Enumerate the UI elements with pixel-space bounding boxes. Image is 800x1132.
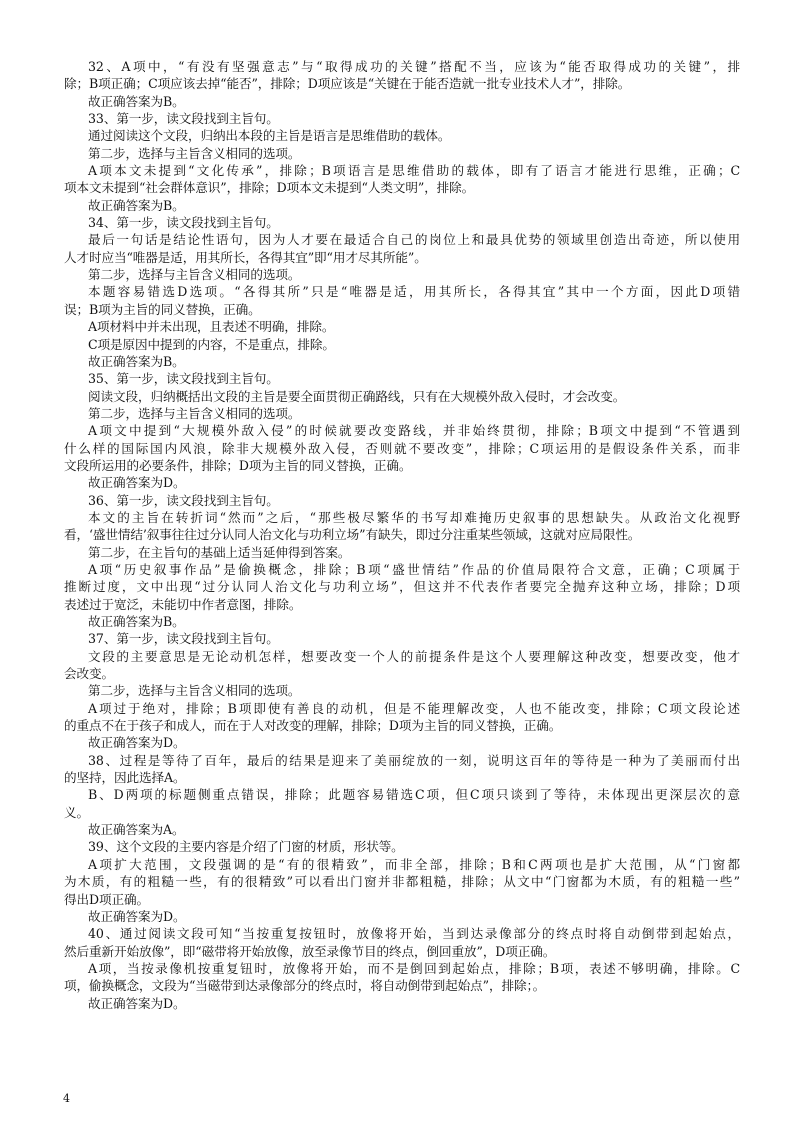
text-line: 文段的主要意思是无论动机怎样，想要改变一个人的前提条件是这个人要理解这种改变，想要改变，他才 [88, 648, 740, 664]
text-line: 故正确答案为B。 [88, 197, 185, 213]
text-line: 会改变。 [64, 666, 114, 682]
text-line: 故正确答案为A。 [88, 822, 185, 838]
text-line: 推断过度，文中出现“过分认同人治文化与功利立场”，但这并不代表作者要完全抛弃这种立场，排除；D项 [64, 579, 740, 595]
text-line: 本题容易错选D选项。“各得其所”只是“唯器是适，用其所长，各得其宜”其中一个方面，因此D项错 [88, 284, 740, 300]
text-line: 故正确答案为D。 [88, 475, 186, 491]
text-line: 第二步，选择与主旨含义相同的选项。 [88, 145, 301, 161]
answer-explanations [64, 58, 740, 1012]
text-line: 表述过于宽泛，未能切中作者意图，排除。 [64, 596, 302, 612]
text-line: 故正确答案为D。 [88, 735, 186, 751]
text-line: 第二步，选择与主旨含义相同的选项。 [88, 405, 301, 421]
text-line: 项，偷换概念，文段为“当磁带到达录像部分的终点时，将自动倒带到起始点”，排除；。 [64, 978, 546, 994]
text-line: 39、这个文段的主要内容是介绍了门窗的材质，形状等。 [88, 839, 404, 855]
text-line: 35、第一步，读文段找到主旨句。 [88, 371, 279, 387]
text-line: 除；B项正确；C项应该去掉“能否”，排除；D项应该是“关键在于能否造就一批专业技术人才”，排除。 [64, 76, 631, 92]
text-line: A项，当按录像机按重复钮时，放像将开始，而不是倒回到起始点，排除；B项，表述不够明确，排除。C [88, 960, 740, 976]
text-line: 得出D项正确。 [64, 891, 149, 907]
text-line: 误；B项为主旨的同义替换，正确。 [64, 301, 261, 317]
text-line: A项“历史叙事作品”是偷换概念，排除；B项“盛世情结”作品的价值局限符合文意，正确；C项属于 [88, 561, 740, 577]
text-line: 34、第一步，读文段找到主旨句。 [88, 215, 279, 231]
text-line: A项过于绝对，排除；B项即使有善良的动机，但是不能理解改变，人也不能改变，排除；C项文段论述 [88, 700, 740, 716]
text-line: 的重点不在于孩子和成人，而在于人对改变的理解，排除；D项为主旨的同义替换，正确。 [64, 718, 562, 734]
text-line: 36、第一步，读文段找到主旨句。 [88, 492, 279, 508]
text-line: 第二步，选择与主旨含义相同的选项。 [88, 267, 301, 283]
text-line: 阅读文段，归纳概括出文段的主旨是要全面贯彻正确路线，只有在大规模外敌入侵时，才会改变。 [88, 388, 626, 404]
text-line: A项扩大范围，文段强调的是“有的很精致”，而非全部，排除；B和C两项也是扩大范围，从“门窗都 [88, 856, 740, 872]
text-line: 故正确答案为B。 [88, 93, 185, 109]
text-line: 40、通过阅读文段可知“当按重复按钮时，放像将开始，当到达录像部分的终点时将自动倒带到起始点， [88, 926, 740, 942]
text-line: 37、第一步，读文段找到主旨句。 [88, 631, 279, 647]
text-line: 故正确答案为D。 [88, 995, 186, 1011]
text-line: 的坚持，因此选择A。 [64, 770, 186, 786]
text-line: C项是原因中提到的内容，不是重点，排除。 [88, 336, 335, 352]
text-line: 33、第一步，读文段找到主旨句。 [88, 111, 279, 127]
text-line: A项本文未提到“文化传承”，排除；B项语言是思维借助的载体，即有了语言才能进行思维，正确；C [88, 163, 740, 179]
text-line: A项文中提到“大规模外敌入侵”的时候就要改变路线，并非始终贯彻，排除；B项文中提到“不管遇到 [88, 423, 740, 439]
text-line: 故正确答案为B。 [88, 353, 185, 369]
text-line: 什么样的国际国内风浪，除非大规模外敌入侵，否则就不要改变”，排除；C项运用的是假设条件关系，而非 [64, 440, 740, 456]
text-line: 项本文未提到“社会群体意识”，排除；D项本文未提到“人类文明”，排除。 [64, 180, 475, 196]
text-line: 第二步，选择与主旨含义相同的选项。 [88, 683, 301, 699]
text-line: 32、A项中，“有没有坚强意志”与“取得成功的关键”搭配不当，应该为“能否取得成功的关键”，排 [88, 59, 740, 74]
text-line: 通过阅读这个文段，归纳出本段的主旨是语言是思维借助的载体。 [88, 128, 451, 144]
text-line: 第二步，在主旨句的基础上适当延伸得到答案。 [88, 544, 351, 560]
text-line: 故正确答案为D。 [88, 908, 186, 924]
text-line: 看，‘盛世情结’叙事往往过分认同人治文化与功利立场”有缺失，即过分注重某些领域，这就对应局限性。 [64, 527, 641, 543]
text-line: 人才时应当“唯器是适，用其所长，各得其宜”即“用才尽其所能”。 [64, 249, 427, 265]
text-line: 义。 [64, 804, 89, 820]
text-line: 38、过程是等待了百年，最后的结果是迎来了美丽绽放的一刻，说明这百年的等待是一种为了美丽而付出 [88, 752, 740, 768]
text-line: 然后重新开始放像”，即“磁带将开始放像，放至录像节目的终点，倒回重放”，D项正确。 [64, 943, 556, 959]
text-line: 文段所运用的必要条件，排除；D项为主旨的同义替换，正确。 [64, 457, 412, 473]
text-line: 故正确答案为B。 [88, 614, 185, 629]
text-line: 本文的主旨在转折词“然而”之后，“那些极尽繁华的书写却难掩历史叙事的思想缺失。从政治文化视野 [88, 509, 740, 525]
text-line: A项材料中并未出现，且表述不明确，排除。 [88, 319, 335, 335]
page-number: 4 [63, 1092, 70, 1105]
text-line: 最后一句话是结论性语句，因为人才要在最适合自己的岗位上和最具优势的领域里创造出奇迹，所以使用 [88, 232, 740, 248]
text-line: B、D两项的标题侧重点错误，排除；此题容易错选C项，但C项只谈到了等待，未体现出更深层次的意 [88, 787, 740, 803]
text-line: 为木质，有的粗糙一些，有的很精致”可以看出门窗并非都粗糙，排除；从文中“门窗都为木质，有的粗糙一些” [64, 874, 740, 890]
